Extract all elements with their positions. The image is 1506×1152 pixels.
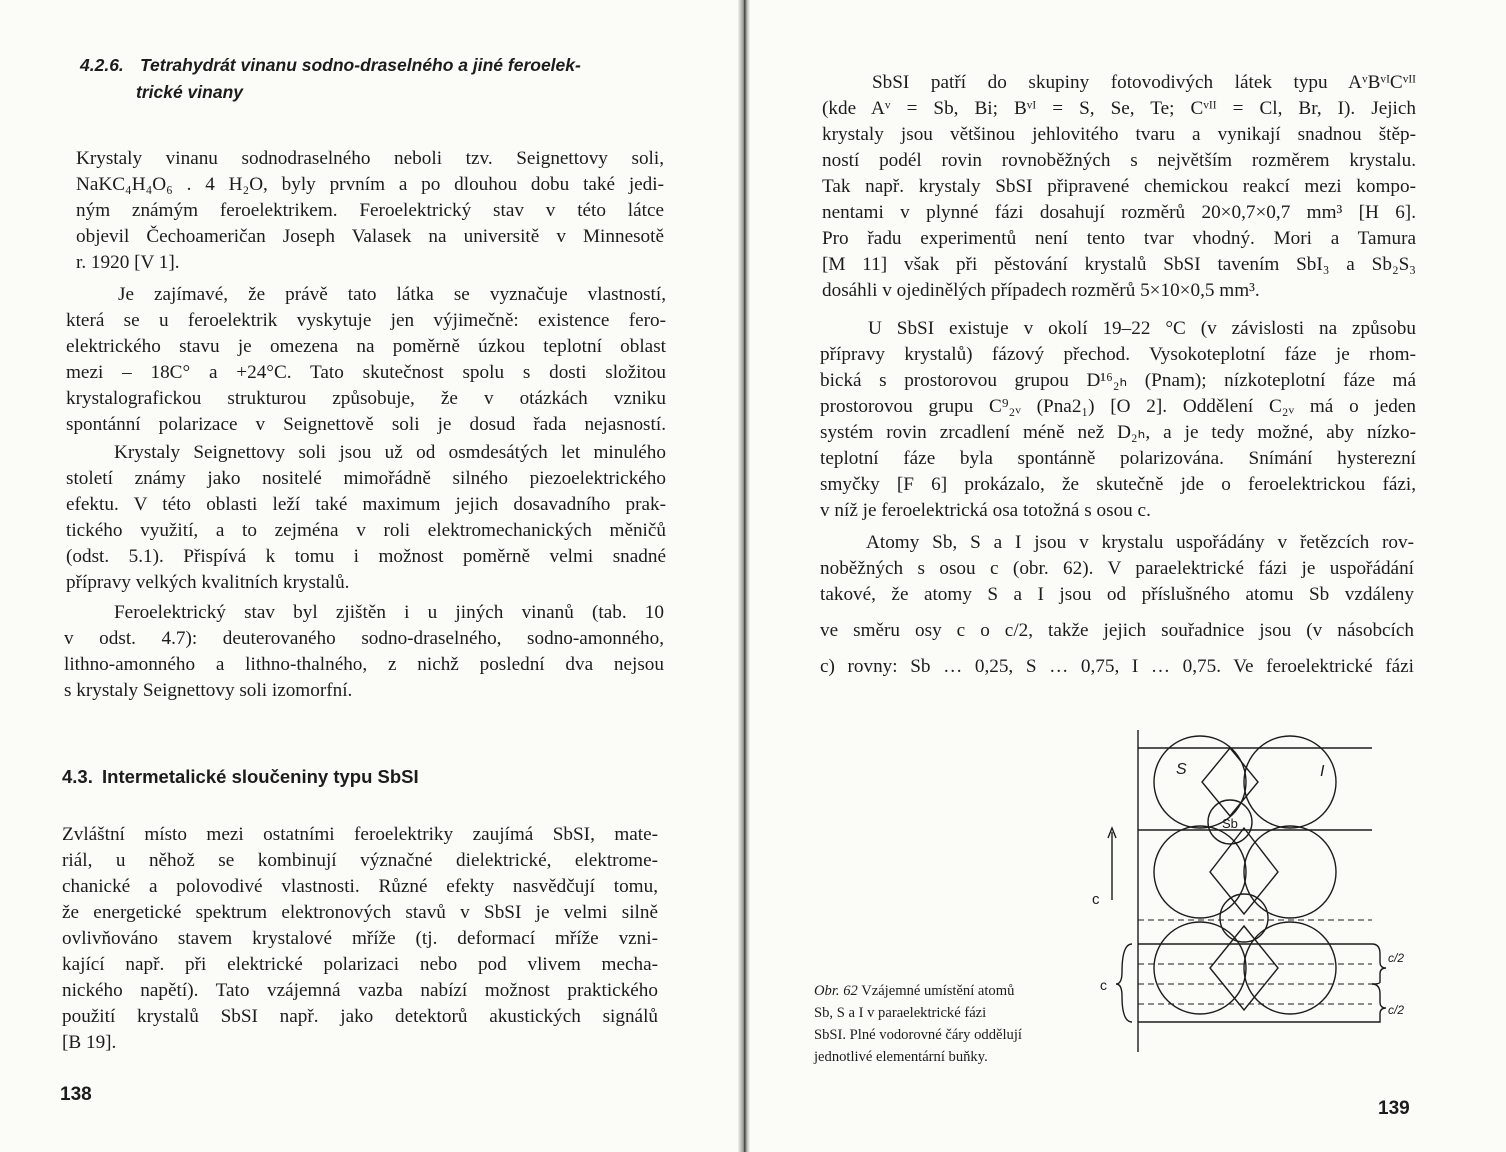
- text-line: [M 11] však při pěstování krystalů SbSI tavením SbI₃ a Sb₂S₃: [822, 254, 1416, 275]
- sbsi-structure-figure: [1082, 722, 1412, 1062]
- text-line: ností podél rovin rovnoběžných s největším rozměrem krystalu.: [822, 150, 1416, 171]
- text-line: bická s prostorovou grupou D¹⁶₂ₕ (Pnam); nízkoteplotní fáze má: [820, 370, 1416, 391]
- text-line: NaKC₄H₄O₆ . 4 H₂O, byly prvním a po dlouhou dobu také jedi-: [76, 174, 664, 195]
- text-line: nického napětí). Tato vzájemná vazba nabízí možnost praktického: [62, 980, 658, 1001]
- left-page: [0, 0, 740, 1152]
- text-line: nentami v plynné fázi dosahují rozměrů 20×0,7×0,7 mm³ [H 6].: [822, 202, 1416, 223]
- caption-line: jednotlivé elementární buňky.: [814, 1049, 988, 1065]
- text-line: že energetické spektrum elektronových stavů v SbSI je velmi silně: [62, 902, 658, 923]
- text-line: která se u feroelektrik vyskytuje jen výjimečně: existence fero-: [66, 310, 666, 331]
- label-c-brace: c: [1100, 977, 1107, 993]
- section-title-line2: trické vinany: [136, 82, 243, 102]
- atom-circle: [1154, 826, 1246, 918]
- label-s: S: [1176, 761, 1187, 778]
- text-line: ovlivňováno stavem krystalové mříže (tj. deformací mříže vzni-: [62, 928, 658, 949]
- text-line: Zvláštní místo mezi ostatními feroelektriky zaujímá SbSI, mate-: [62, 824, 658, 845]
- text-line: v níž je feroelektrická osa totožná s osou c.: [820, 500, 1151, 521]
- text-line: krystaly jsou většinou jehlovitého tvaru a vynikají snadnou štěp-: [822, 124, 1416, 145]
- paragraph-3: [66, 440, 666, 596]
- bond-diamond: [1202, 748, 1258, 816]
- section-title: Intermetalické sloučeniny typu SbSI: [102, 766, 419, 787]
- text-line: lithno-amonného a lithno-thalného, z nichž poslední dva nejsou: [64, 654, 664, 675]
- section-heading-43: [62, 766, 419, 788]
- text-line: (kde Aᵛ = Sb, Bi; Bᵛᴵ = S, Se, Te; Cᵛᴵᴵ = Cl, Br, I). Jejich: [822, 98, 1416, 119]
- text-line: takové, že atomy S a I jsou od příslušného atomu Sb vzdáleny: [820, 584, 1414, 605]
- text-line: chanické a polovodivé vlastnosti. Různé efekty nasvědčují tomu,: [62, 876, 658, 897]
- text-line: přípravy krystalů) fázový přechod. Vysokoteplotní fáze je rhom-: [820, 344, 1416, 365]
- text-line: Feroelektrický stav byl zjištěn i u jiných vinanů (tab. 10: [114, 602, 664, 623]
- section-heading-426: [80, 52, 581, 106]
- label-i: I: [1320, 763, 1325, 780]
- text-line: tického využití, a to zejména v roli elektromechanických měničů: [66, 520, 666, 541]
- text-line: elektrického stavu je omezena na poměrně úzkou teplotní oblast: [66, 336, 666, 357]
- right-brace-bottom: [1372, 984, 1386, 1022]
- text-line: U SbSI existuje v okolí 19–22 °C (v závislosti na způsobu: [868, 318, 1416, 339]
- page-number-left: 138: [60, 1084, 92, 1105]
- text-line: přípravy velkých kvalitních krystalů.: [66, 572, 350, 593]
- right-brace-top: [1372, 944, 1386, 984]
- text-line: efektu. V této oblasti leží také maximum jejich dosavadního prak-: [66, 494, 666, 515]
- atom-circle-small: [1220, 894, 1268, 942]
- text-line: Je zajímavé, že právě tato látka se vyznačuje vlastností,: [118, 284, 666, 305]
- text-line: ve směru osy c o c/2, takže jejich souřadnice jsou (v násobcích: [820, 620, 1414, 641]
- caption-label: Obr. 62: [814, 983, 858, 999]
- atom-circle: [1244, 922, 1336, 1014]
- text-line: krystalografickou strukturou způsobuje, že v otázkách vzniku: [66, 388, 666, 409]
- text-line: (odst. 5.1). Přispívá k tomu i možnost poměrně velmi snadné: [66, 546, 666, 567]
- text-line: smyčky [F 6] prokázalo, že skutečně jde o feroelektrickou fázi,: [820, 474, 1416, 495]
- left-brace: [1116, 944, 1132, 1022]
- paragraph-1: [76, 146, 664, 276]
- text-line: systém rovin zrcadlení méně než D₂ₕ, a je tedy možné, aby nízko-: [820, 422, 1416, 443]
- paragraph-right-1: [822, 70, 1416, 304]
- text-line: Atomy Sb, S a I jsou v krystalu uspořádány v řetězcích rov-: [866, 532, 1414, 553]
- figure-caption: [814, 980, 1086, 1068]
- text-line: spontánní polarizace v Seignettově soli je dosud řada nejasností.: [66, 414, 666, 435]
- caption-line: Vzájemné umístění atomů: [861, 983, 1015, 999]
- text-line: dosáhli v ojedinělých případech rozměrů 5×10×0,5 mm³.: [822, 280, 1260, 301]
- page-number-right: 139: [1378, 1098, 1410, 1119]
- paragraph-4: [64, 600, 664, 704]
- text-line: teplotní fáze byla spontánně polarizována. Snímání hysterezní: [820, 448, 1416, 469]
- text-line: s krystaly Seignettovy soli izomorfní.: [64, 680, 353, 701]
- text-line: Tak např. krystaly SbSI připravené chemickou reakcí mezi kompo-: [822, 176, 1416, 197]
- atom-circle: [1154, 922, 1246, 1014]
- text-line: Pro řadu experimentů není tento tvar vhodný. Mori a Tamura: [822, 228, 1416, 249]
- caption-line: SbSI. Plné vodorovné čáry oddělují: [814, 1027, 1022, 1043]
- label-half-bottom: c/2: [1388, 1003, 1405, 1017]
- paragraph-2: [66, 282, 666, 438]
- paragraph-5: [62, 822, 658, 1056]
- caption-line: Sb, S a I v paraelektrické fázi: [814, 1005, 987, 1021]
- text-line: c) rovny: Sb … 0,25, S … 0,75, I … 0,75. Ve feroelektrické fázi: [820, 656, 1414, 677]
- label-half-top: c/2: [1388, 951, 1405, 965]
- text-line: ným známým feroelektrikem. Feroelektrický stav v této látce: [76, 200, 664, 221]
- paragraph-right-3: [820, 530, 1414, 680]
- text-line: Krystaly vinanu sodnodraselného neboli tzv. Seignettovy soli,: [76, 148, 664, 169]
- text-line: v odst. 4.7): deuterovaného sodno-draselného, sodno-amonného,: [64, 628, 664, 649]
- text-line: noběžných s osou c (obr. 62). V paraelektrické fázi je uspořádání: [820, 558, 1414, 579]
- text-line: Krystaly Seignettovy soli jsou už od osmdesátých let minulého: [114, 442, 666, 463]
- text-line: století známy jako nositelé mimořádně silného piezoelektrického: [66, 468, 666, 489]
- label-c-axis: c: [1092, 891, 1100, 908]
- section-number: 4.2.6.: [80, 55, 124, 75]
- text-line: použití krystalů SbSI např. jako detektorů akustických signálů: [62, 1006, 658, 1027]
- paragraph-right-2: [820, 316, 1416, 524]
- text-line: SbSI patří do skupiny fotovodivých látek typu AᵛBᵛᴵCᵛᴵᴵ: [872, 72, 1416, 93]
- label-sb: Sb: [1222, 816, 1238, 831]
- text-line: r. 1920 [V 1].: [76, 252, 180, 273]
- section-number: 4.3.: [62, 766, 93, 787]
- text-line: riál, u něhož se kombinují význačné dielektrické, elektrome-: [62, 850, 658, 871]
- text-line: [B 19].: [62, 1032, 117, 1053]
- text-line: prostorovou grupu C⁹₂ᵥ (Pna2₁) [O 2]. Oddělení C₂ᵥ má o jeden: [820, 396, 1416, 417]
- section-title-line1: Tetrahydrát vinanu sodno-draselného a jiné feroelek-: [140, 55, 581, 75]
- text-line: kající např. při elektrické polarizaci nebo pod vlivem mecha-: [62, 954, 658, 975]
- text-line: mezi – 18C° a +24°C. Tato skutečnost spolu s dosti složitou: [66, 362, 666, 383]
- text-line: objevil Čechoameričan Joseph Valasek na universitě v Minnesotě: [76, 226, 664, 247]
- atom-circle: [1244, 826, 1336, 918]
